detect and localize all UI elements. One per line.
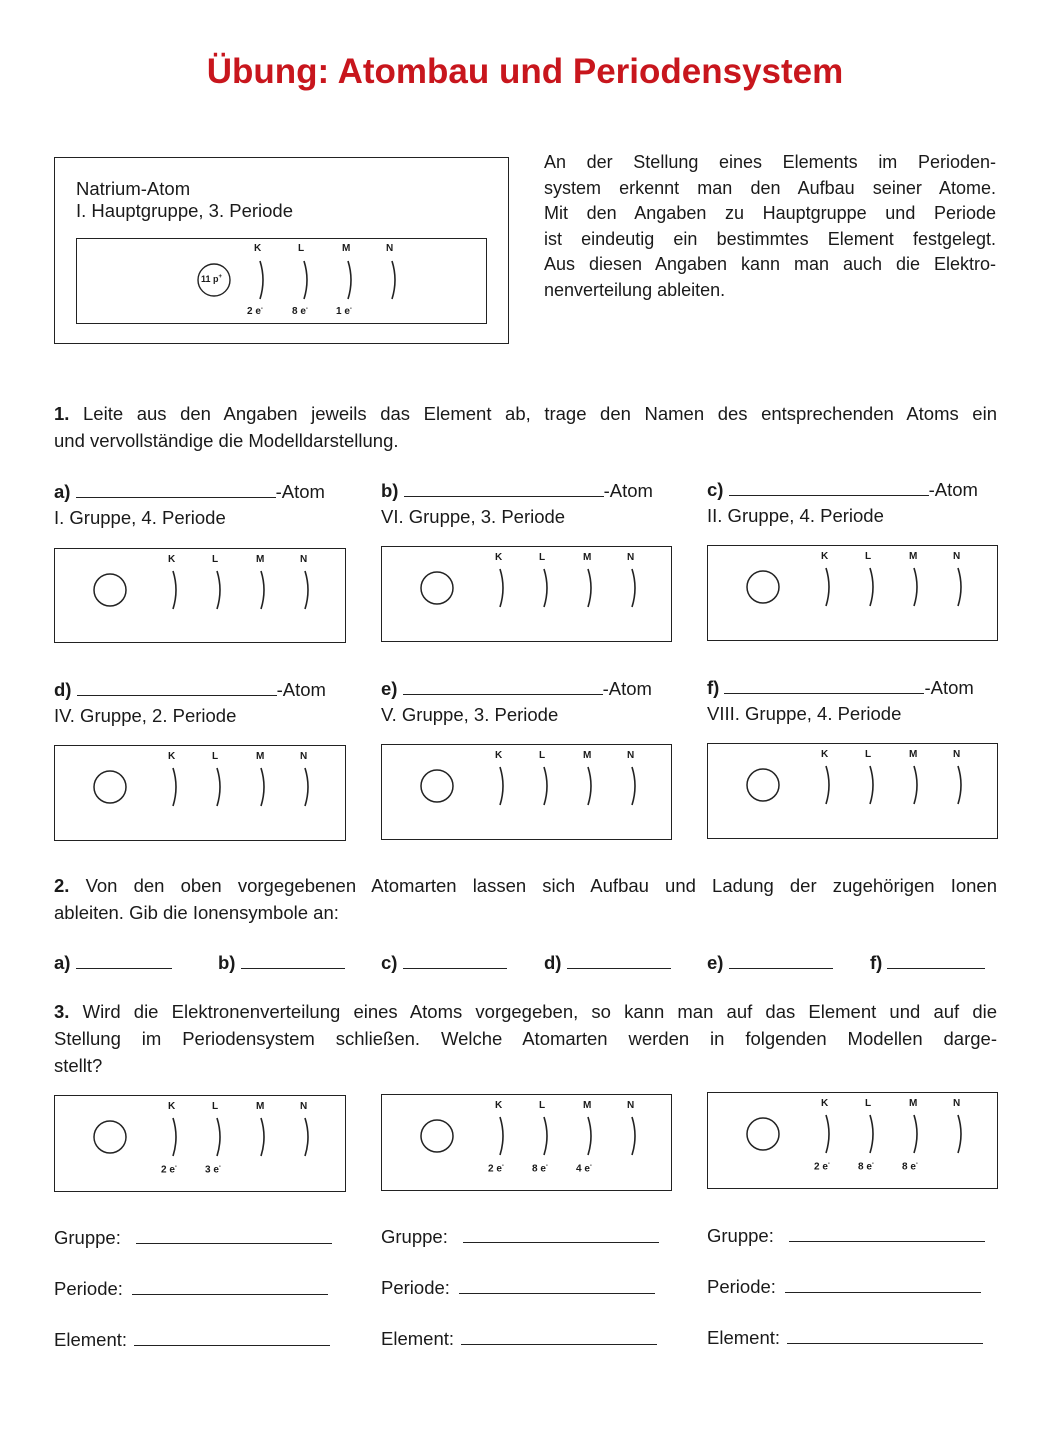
task1-item-e-position: V. Gruppe, 3. Periode — [381, 704, 559, 725]
task2-instruction: 2. Von den oben vorgegebenen Atomarten lassen sich Aufbau und Ladung der zugehörigen Ionen ableiten. Gib die Ionensymbole an: — [54, 875, 997, 923]
shell-label-k: K — [821, 551, 829, 562]
shell-arc-k — [173, 1118, 176, 1156]
electrons-m: 8 e- — [902, 1161, 918, 1173]
shell-label-n: N — [953, 749, 961, 760]
shell-arc-m — [914, 568, 917, 606]
period-line-3[interactable] — [785, 1292, 981, 1293]
shell-arc-n — [632, 1117, 635, 1155]
shell-arc-k — [500, 1117, 503, 1155]
shell-arc-m — [588, 569, 591, 607]
task3-period-3: Periode: — [707, 1274, 981, 1300]
shell-label-k: K — [821, 1098, 829, 1109]
period-line-2[interactable] — [459, 1293, 655, 1294]
nucleus-circle[interactable] — [421, 1120, 453, 1152]
answer-line-d[interactable] — [77, 695, 277, 696]
shell-label-n: N — [300, 1101, 308, 1112]
task3-model-3 — [707, 1092, 998, 1189]
ion-line-e[interactable] — [729, 968, 833, 969]
task3-period-2: Periode: — [381, 1275, 655, 1301]
task1-item-a-position: I. Gruppe, 4. Periode — [54, 507, 226, 528]
shell-arc-n — [392, 261, 395, 299]
element-line-3[interactable] — [787, 1343, 983, 1344]
task1-item-b-header: b) -Atom — [381, 480, 653, 501]
shell-label-m: M — [909, 1098, 918, 1109]
shell-label-k: K — [495, 750, 503, 761]
group-line-1[interactable] — [136, 1243, 332, 1244]
task1-item-c-header: c) -Atom — [707, 479, 978, 500]
task3-instruction: 3. Wird die Elektronenverteilung eines Atoms vorgegeben, so kann man auf das Element und auf die Stellung im Periodensystem schließen. Welche Atomarten werden in folgenden Modellen darge- stellt? — [54, 1001, 998, 1076]
task1-item-e-header: e) -Atom — [381, 678, 652, 699]
shell-label-n: N — [953, 551, 961, 562]
task2-answer-e: e) — [707, 950, 833, 976]
shell-arc-n — [958, 766, 961, 804]
shell-label-l: L — [865, 551, 872, 562]
task1-item-d-header: d) -Atom — [54, 679, 326, 700]
answer-line-b[interactable] — [404, 496, 604, 497]
ion-line-c[interactable] — [403, 968, 507, 969]
example-box — [54, 157, 509, 344]
electrons-l: 3 e- — [205, 1164, 221, 1176]
ion-line-f[interactable] — [887, 968, 985, 969]
shell-arc-l — [217, 1118, 220, 1156]
shell-label-m: M — [256, 1101, 265, 1112]
task1-model-d[interactable] — [54, 745, 346, 841]
task2-answer-c: c) — [381, 950, 507, 976]
nucleus-circle[interactable] — [421, 770, 453, 802]
task1-model-e[interactable] — [381, 744, 672, 840]
task1-model-a[interactable] — [54, 548, 346, 643]
task2-answer-f: f) — [870, 950, 985, 976]
nucleus-circle[interactable] — [94, 1121, 126, 1153]
answer-line-a[interactable] — [76, 497, 276, 498]
shell-label-n: N — [627, 750, 635, 761]
shell-arc-n — [305, 1118, 308, 1156]
shell-arc-m — [588, 1117, 591, 1155]
shell-label-k: K — [821, 749, 829, 760]
page-title: Übung: Atombau und Periodensystem — [206, 52, 844, 91]
shell-arc-k — [826, 568, 829, 606]
shell-arc-l — [544, 1117, 547, 1155]
ion-line-d[interactable] — [567, 968, 671, 969]
answer-line-f[interactable] — [724, 693, 924, 694]
task1-model-b[interactable] — [381, 546, 672, 642]
electrons-l: 8 e- — [292, 306, 308, 318]
task2-answer-a: a) — [54, 950, 172, 976]
shell-arc-m — [348, 261, 351, 299]
electrons-m: 1 e- — [336, 306, 352, 318]
task3-group-2: Gruppe: — [381, 1224, 659, 1250]
shell-arc-m — [914, 766, 917, 804]
shell-label-n: N — [300, 751, 308, 762]
shell-label-m: M — [583, 750, 592, 761]
shell-arc-l — [870, 766, 873, 804]
nucleus-circle[interactable] — [421, 572, 453, 604]
shell-label-k: K — [168, 554, 176, 565]
shell-arc-l — [870, 1115, 873, 1153]
ion-line-b[interactable] — [241, 968, 345, 969]
task3-group-1: Gruppe: — [54, 1225, 332, 1251]
task1-item-b-position: VI. Gruppe, 3. Periode — [381, 506, 566, 527]
task1-item-a-header: a) -Atom — [54, 481, 325, 502]
task1-item-f-position: VIII. Gruppe, 4. Periode — [707, 703, 902, 724]
electrons-l: 8 e- — [532, 1163, 548, 1175]
electrons-k: 2 e- — [488, 1163, 504, 1175]
nucleus-circle[interactable] — [94, 771, 126, 803]
shell-label-k: K — [495, 552, 503, 563]
shell-label-n: N — [627, 1100, 635, 1111]
shell-arc-l — [544, 767, 547, 805]
shell-arc-k — [500, 767, 503, 805]
electrons-k: 2 e- — [814, 1161, 830, 1173]
nucleus-circle[interactable] — [94, 574, 126, 606]
shell-label-l: L — [539, 750, 546, 761]
shell-arc-m — [261, 768, 264, 806]
task3-model-1 — [54, 1095, 346, 1192]
nucleus-circle[interactable] — [747, 769, 779, 801]
shell-label-m: M — [583, 552, 592, 563]
group-line-2[interactable] — [463, 1242, 659, 1243]
shell-label-n: N — [300, 554, 308, 565]
example-position: I. Hauptgruppe, 3. Periode — [76, 200, 294, 221]
nucleus-circle[interactable] — [747, 571, 779, 603]
shell-label-l: L — [865, 1098, 872, 1109]
task1-model-c[interactable] — [707, 545, 998, 641]
task1-item-c-position: II. Gruppe, 4. Periode — [707, 505, 884, 526]
shell-arc-m — [588, 767, 591, 805]
shell-label-m: M — [342, 243, 351, 254]
task3-period-1: Periode: — [54, 1276, 328, 1302]
task2-answer-d: d) — [544, 950, 671, 976]
shell-label-l: L — [539, 1100, 546, 1111]
shell-arc-l — [304, 261, 307, 299]
answer-line-e[interactable] — [403, 694, 603, 695]
shell-arc-n — [958, 1115, 961, 1153]
task1-item-d-position: IV. Gruppe, 2. Periode — [54, 705, 237, 726]
shell-arc-n — [958, 568, 961, 606]
shell-arc-n — [632, 767, 635, 805]
shell-arc-l — [544, 569, 547, 607]
shell-label-n: N — [953, 1098, 961, 1109]
shell-label-n: N — [627, 552, 635, 563]
group-line-3[interactable] — [789, 1241, 985, 1242]
example-model-drawing — [77, 239, 488, 325]
task3-model-2 — [381, 1094, 672, 1191]
task3-element-1: Element: — [54, 1327, 330, 1353]
ion-line-a[interactable] — [76, 968, 172, 969]
task2-answer-b: b) — [218, 950, 345, 976]
shell-label-k: K — [168, 751, 176, 762]
shell-label-l: L — [539, 552, 546, 563]
shell-arc-n — [305, 768, 308, 806]
shell-label-l: L — [865, 749, 872, 760]
shell-arc-k — [260, 261, 263, 299]
task3-element-2: Element: — [381, 1326, 657, 1352]
shell-arc-m — [261, 571, 264, 609]
electrons-m: 4 e- — [576, 1163, 592, 1175]
shell-label-m: M — [583, 1100, 592, 1111]
shell-label-m: M — [256, 751, 265, 762]
shell-label-k: K — [495, 1100, 503, 1111]
answer-line-c[interactable] — [729, 495, 929, 496]
shell-arc-k — [500, 569, 503, 607]
shell-label-l: L — [212, 554, 219, 565]
shell-arc-k — [826, 1115, 829, 1153]
shell-arc-l — [217, 768, 220, 806]
shell-arc-l — [217, 571, 220, 609]
shell-label-m: M — [256, 554, 265, 565]
element-line-1[interactable] — [134, 1345, 330, 1346]
shell-label-l: L — [212, 1101, 219, 1112]
shell-arc-m — [914, 1115, 917, 1153]
element-line-2[interactable] — [461, 1344, 657, 1345]
electrons-k: 2 e- — [161, 1164, 177, 1176]
shell-label-m: M — [909, 749, 918, 760]
shell-label-k: K — [168, 1101, 176, 1112]
intro-text: An der Stellung eines Elements im Perioden- system erkennt man den Aufbau seiner Atome. Mit den Angaben zu Hauptgruppe und Periode ist eindeutig ein bestimmtes Element festgelegt. Aus diesen Angaben kann man auch die Elektro- nenverteilung ableiten. — [544, 152, 996, 300]
period-line-1[interactable] — [132, 1294, 328, 1295]
task3-group-3: Gruppe: — [707, 1223, 985, 1249]
task1-instruction: 1. Leite aus den Angaben jeweils das Element ab, trage den Namen des entsprechenden Atoms ein und vervollständige die Modelldarstellung. — [54, 403, 997, 451]
task1-item-f-header: f) -Atom — [707, 677, 974, 698]
shell-label-k: K — [254, 243, 262, 254]
electrons-k: 2 e- — [247, 306, 263, 318]
shell-arc-k — [826, 766, 829, 804]
task3-element-3: Element: — [707, 1325, 983, 1351]
shell-label-m: M — [909, 551, 918, 562]
shell-arc-l — [870, 568, 873, 606]
shell-label-n: N — [386, 243, 394, 254]
nucleus-label: 11 p+ — [201, 274, 223, 284]
shell-arc-m — [261, 1118, 264, 1156]
shell-arc-n — [305, 571, 308, 609]
electrons-l: 8 e- — [858, 1161, 874, 1173]
shell-arc-k — [173, 768, 176, 806]
shell-arc-k — [173, 571, 176, 609]
nucleus-circle[interactable] — [747, 1118, 779, 1150]
example-name: Natrium-Atom — [76, 178, 191, 199]
shell-label-l: L — [298, 243, 305, 254]
shell-label-l: L — [212, 751, 219, 762]
shell-arc-n — [632, 569, 635, 607]
example-model — [76, 238, 487, 324]
task1-model-f[interactable] — [707, 743, 998, 839]
